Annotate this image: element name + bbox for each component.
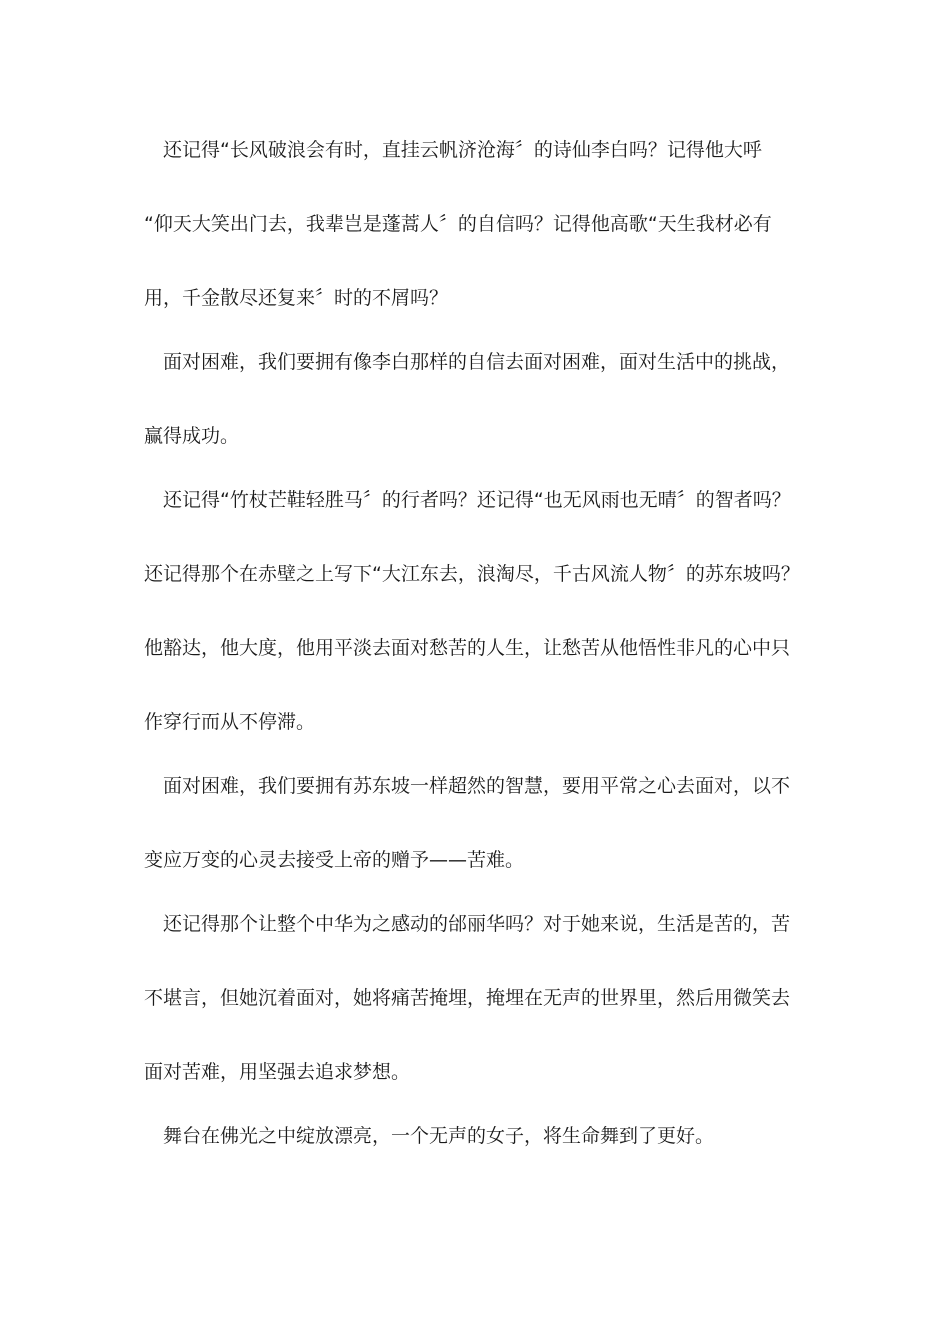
paragraph-2-line-1: 面对困难，我们要拥有像李白那样的自信去面对困难，面对生活中的挑战， [163,351,791,373]
paragraph-5-line-2: 不堪言，但她沉着面对，她将痛苦掩埋，掩埋在无声的世界里，然后用微笑去 [144,987,791,1009]
paragraph-5-line-3: 面对苦难，用坚强去追求梦想。 [144,1061,411,1083]
paragraph-3-line-2: 还记得那个在赤壁之上写下“大江东去，浪淘尽，千古风流人物〞的苏东坡吗？ [144,563,800,585]
paragraph-3-line-1: 还记得“竹杖芒鞋轻胜马〞的行者吗？还记得“也无风雨也无晴〞的智者吗？ [163,489,791,511]
paragraph-1-line-3: 用，千金散尽还复来〞时的不屑吗？ [144,287,449,309]
paragraph-3-line-4: 作穿行而从不停滞。 [144,711,316,733]
paragraph-5-line-1: 还记得那个让整个中华为之感动的邰丽华吗？对于她来说，生活是苦的，苦 [163,913,791,935]
paragraph-3-line-3: 他豁达，他大度，他用平淡去面对愁苦的人生，让愁苦从他悟性非凡的心中只 [144,637,791,659]
paragraph-2-line-2: 赢得成功。 [144,425,240,447]
paragraph-4-line-1: 面对困难，我们要拥有苏东坡一样超然的智慧，要用平常之心去面对，以不 [163,775,791,797]
paragraph-1-line-2: “仰天大笑出门去，我辈岂是蓬蒿人〞的自信吗？记得他高歌“天生我材必有 [144,213,772,235]
paragraph-1-line-1: 还记得“长风破浪会有时，直挂云帆济沧海〞的诗仙李白吗？记得他大呼 [163,139,762,161]
paragraph-4-line-2: 变应万变的心灵去接受上帝的赠予——苦难。 [144,849,525,871]
paragraph-6-line-1: 舞台在佛光之中绽放漂亮，一个无声的女子，将生命舞到了更好。 [163,1125,715,1147]
